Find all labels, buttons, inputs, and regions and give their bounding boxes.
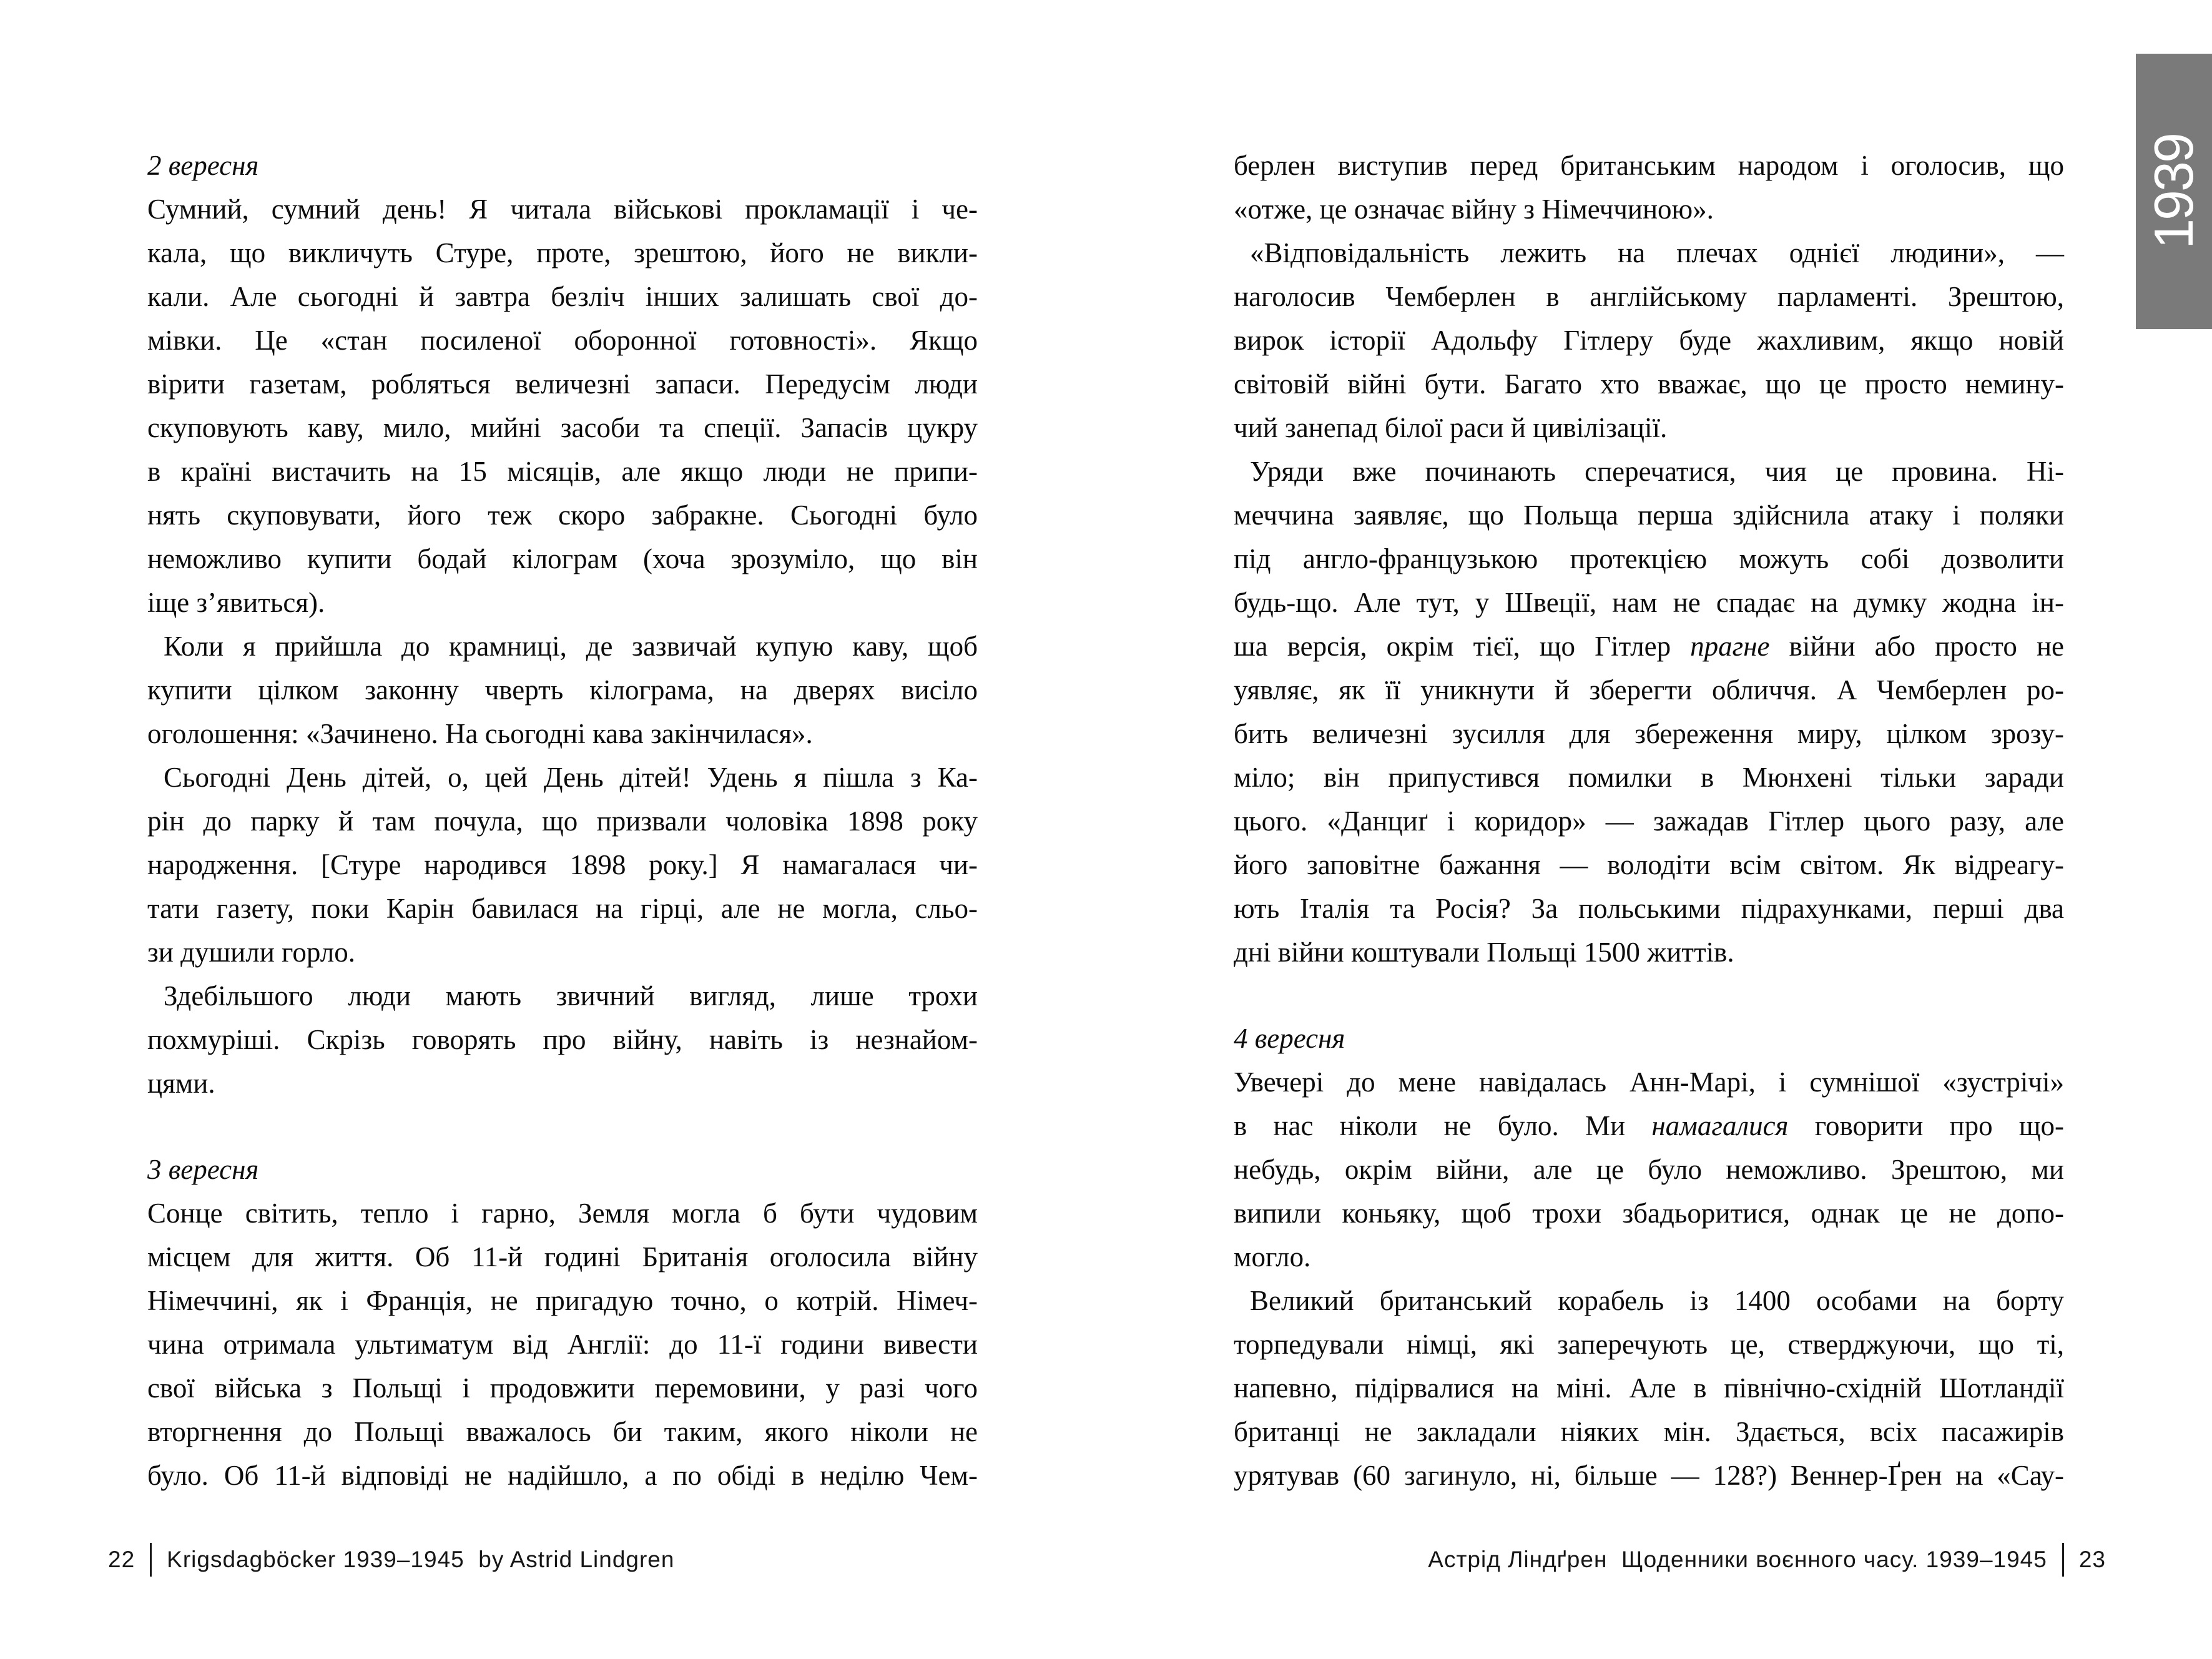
text-line: небудь, окрім війни, але це було неможливо. Зрештою, ми: [1234, 1154, 2064, 1185]
text-line: могло.: [1234, 1241, 1311, 1273]
text-line: оголошення: «Зачинено. На сьогодні кава закінчилася».: [147, 718, 813, 749]
text-line: ша версія, окрім тієї, що Гітлер прагне війни або просто не: [1234, 631, 2064, 662]
text-line: вірити газетам, робляться величезні запаси. Передусім люди: [147, 368, 978, 400]
text-line: в нас ніколи не було. Ми намагалися говорити про що-: [1234, 1110, 2064, 1141]
right-page-footer: [1428, 1540, 2106, 1580]
text-line: ють Італія та Росія? За польськими підрахунками, перші два: [1234, 893, 2064, 924]
year-tab-label: 1939: [2143, 134, 2205, 249]
text-line: скуповують каву, мило, мийні засоби та спеції. Запасів цукру: [147, 412, 978, 443]
text-line: Сьогодні День дітей, о, цей День дітей! Удень я пішла з Ка-: [164, 762, 978, 793]
date-heading: 4 вересня: [1234, 1023, 1345, 1054]
left-page-number: 22: [108, 1547, 135, 1572]
left-page-text: [147, 144, 978, 1497]
text-line: похмуріші. Скрізь говорять про війну, навіть із незнайом-: [147, 1024, 978, 1055]
text-line: зи душили горло.: [147, 937, 355, 968]
text-line: Сонце світить, тепло і гарно, Земля могла б бути чудовим: [147, 1198, 978, 1229]
text-line: кала, що викличуть Стуре, проте, зрештою, його не викли-: [147, 237, 978, 268]
text-line: бить величезні зусилля для збереження миру, цілком зрозу-: [1234, 718, 2064, 749]
year-tab-1939: [2136, 54, 2212, 329]
text-line: напевно, підірвалися на міні. Але в північно-східній Шотландії: [1234, 1372, 2064, 1404]
text-line: було. Об 11-й відповіді не надійшло, а по обіді в неділю Чем-: [147, 1460, 978, 1491]
text-line: берлен виступив перед британським народом і оголосив, що: [1234, 150, 2064, 181]
text-line: британці не закладали ніяких мін. Здається, всіх пасажирів: [1234, 1416, 2064, 1447]
text-line: чина отримала ультиматум від Англії: до 11-ї години вивести: [147, 1329, 978, 1360]
text-line: місцем для життя. Об 11-й годині Британія оголосила війну: [147, 1241, 978, 1273]
text-line: урятував (60 загинуло, ні, більше — 128?) Веннер-Ґрен на «Сау-: [1234, 1460, 2064, 1491]
text-line: торпедували німці, які заперечують це, стверджуючи, що ті,: [1234, 1329, 2064, 1360]
text-line: свої війська з Польщі і продовжити перемовини, у разі чого: [147, 1372, 978, 1404]
text-line: Великий британський корабель із 1400 особами на борту: [1250, 1285, 2064, 1316]
text-line: рін до парку й там почула, що призвали чоловіка 1898 року: [147, 805, 978, 837]
text-line: купити цілком законну чверть кілограма, на дверях висіло: [147, 674, 978, 706]
date-heading: 2 вересня: [147, 150, 259, 181]
text-line: цями.: [147, 1068, 215, 1099]
text-line: меччина заявляє, що Польща перша здійснила атаку і поляки: [1234, 500, 2064, 531]
text-line: Увечері до мене навідалась Анн-Марі, і сумнішої «зустрічі»: [1234, 1066, 2064, 1098]
left-page-footer: [108, 1540, 674, 1580]
text-line: кали. Але сьогодні й завтра безліч інших залишать свої до-: [147, 281, 978, 312]
footer-divider: [150, 1543, 152, 1577]
text-line: в країні вистачить на 15 місяців, але якщо люди не припи-: [147, 456, 978, 487]
text-line: його заповітне бажання — володіти всім світом. Як відреагу-: [1234, 849, 2064, 880]
text-line: вторгнення до Польщі вважалось би таким, якого ніколи не: [147, 1416, 978, 1447]
text-line: «отже, це означає війну з Німеччиною».: [1234, 194, 1714, 225]
text-line: світовій війні бути. Багато хто вважає, що це просто немину-: [1234, 368, 2064, 400]
text-line: вирок історії Адольфу Гітлеру буде жахливим, якщо новій: [1234, 325, 2064, 356]
text-line: Сумний, сумний день! Я читала військові прокламації і че-: [147, 194, 978, 225]
text-line: уявляє, як її уникнути й зберегти обличчя. А Чемберлен ро-: [1234, 674, 2064, 706]
text-line: народження. [Стуре народився 1898 року.] Я намагалася чи-: [147, 849, 978, 880]
text-line: під англо-французькою протекцією можуть собі дозволити: [1234, 543, 2064, 574]
right-page-text: [1234, 144, 2064, 1497]
text-line: іще з’явиться).: [147, 587, 325, 618]
text-line: Німеччині, як і Франція, не пригадую точно, о котрій. Німеч-: [147, 1285, 978, 1316]
text-line: цього. «Данциґ і коридор» — зажадав Гітлер цього разу, але: [1234, 805, 2064, 837]
footer-divider: [2062, 1543, 2064, 1577]
text-line: наголосив Чемберлен в англійському парламенті. Зрештою,: [1234, 281, 2064, 312]
date-heading: 3 вересня: [147, 1154, 259, 1185]
left-footer-title: Krigsdagböcker 1939–1945 by Astrid Lindgren: [167, 1547, 675, 1572]
text-line: неможливо купити бодай кілограм (хоча зрозуміло, що він: [147, 543, 978, 574]
text-line: тати газету, поки Карін бавилася на гірці, але не могла, сльо-: [147, 893, 978, 924]
right-footer-title: Астрід Ліндґрен Щоденники воєнного часу. 1939–1945: [1428, 1547, 2047, 1572]
text-line: чий занепад білої раси й цивілізації.: [1234, 412, 1668, 443]
text-line: дні війни коштували Польщі 1500 життів.: [1234, 937, 1734, 968]
text-line: нять скуповувати, його теж скоро забракне. Сьогодні було: [147, 500, 978, 531]
text-line: «Відповідальність лежить на плечах однієї людини», —: [1250, 237, 2064, 268]
text-line: Уряди вже починають сперечатися, чия це провина. Ні-: [1250, 456, 2064, 487]
text-line: міло; він припустився помилки в Мюнхені тільки заради: [1234, 762, 2064, 793]
text-line: будь-що. Але тут, у Швеції, нам не спадає на думку жодна ін-: [1234, 587, 2064, 618]
text-line: Здебільшого люди мають звичний вигляд, лише трохи: [164, 980, 978, 1012]
text-line: мівки. Це «стан посиленої оборонної готовності». Якщо: [147, 325, 978, 356]
text-line: випили коньяку, щоб трохи збадьоритися, однак це не допо-: [1234, 1198, 2064, 1229]
text-line: Коли я прийшла до крамниці, де зазвичай купую каву, щоб: [164, 631, 978, 662]
right-page-number: 23: [2078, 1547, 2106, 1572]
